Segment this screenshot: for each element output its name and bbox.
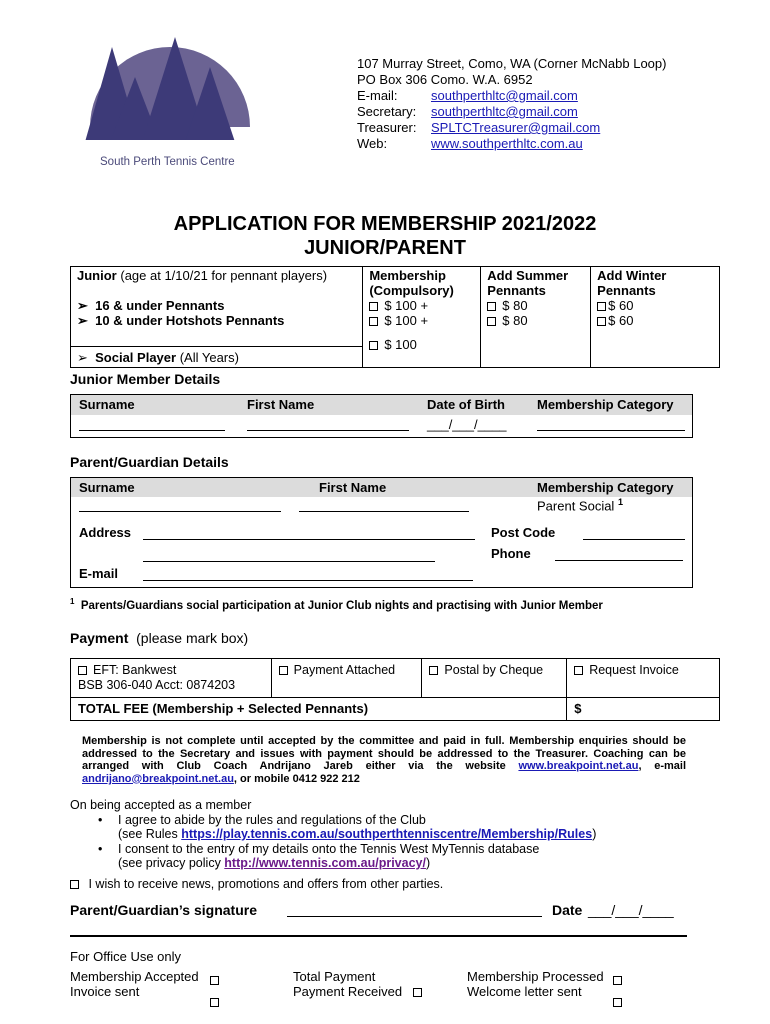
- office-col3: [467, 969, 604, 999]
- signature-field[interactable]: [287, 916, 542, 917]
- address-label: Address: [79, 525, 132, 540]
- checkbox[interactable]: [70, 880, 79, 889]
- membership-col-header: Membership (Compulsory): [369, 268, 454, 298]
- junior-surname-label: Surname: [79, 397, 135, 412]
- phone-label: Phone: [491, 546, 531, 561]
- postcode-field[interactable]: [583, 539, 685, 540]
- date-label: Date: [552, 902, 583, 918]
- footnote: $^1$ Parents/Guardians social participation at Junior Club nights and practising with Junior Member: [70, 597, 603, 612]
- accepted-label: Membership Accepted: [70, 969, 199, 984]
- coach-website-link[interactable]: www.breakpoint.net.au: [518, 760, 639, 773]
- total-payment-label: Total Payment: [293, 969, 376, 984]
- payment-received-label: Payment Received: [293, 984, 428, 999]
- website-link[interactable]: www.southperthltc.com.au: [431, 136, 583, 151]
- terms-intro: On being accepted as a member: [70, 798, 252, 812]
- processed-label: Membership Processed: [467, 969, 604, 984]
- junior-firstname-field[interactable]: [247, 430, 409, 431]
- payment-table: [70, 658, 720, 721]
- form-title: APPLICATION FOR MEMBERSHIP 2021/2022: [173, 213, 597, 235]
- junior-category-label: Membership Category: [537, 397, 674, 412]
- po-box: PO Box 306 Como. W.A. 6952: [357, 72, 533, 87]
- contact-block: [357, 56, 666, 152]
- club-logo: [80, 22, 260, 177]
- checkbox[interactable]: [429, 666, 438, 675]
- privacy-ref: (see privacy policy http://www.tennis.com.au/privacy/): [118, 856, 431, 870]
- divider: [70, 935, 687, 937]
- date-field[interactable]: ___/___/____: [588, 902, 674, 918]
- office-checks1: [210, 971, 225, 1011]
- checkbox[interactable]: [597, 302, 606, 311]
- winter-col: [591, 267, 720, 368]
- rule-item: • I agree to abide by the rules and regulations of the Club: [98, 813, 596, 828]
- payment-heading: Payment (please mark box): [70, 630, 249, 646]
- social-cell: ➢ Social Player (All Years): [71, 347, 363, 368]
- privacy-link[interactable]: http://www.tennis.com.au/privacy/: [224, 856, 426, 870]
- membership-notice: Membership is not complete until accepted by the committee and paid in full. Membership enquiries should be addressed to the Secretary and issues with payment should be addressed to the Treasurer. Coaching can be arranged with Club Coach Andrijano Jareb either via the website www.breakpoint.net.au, e-mail andrijano@breakpoint.net.au, or mobile 0412 922 212: [82, 735, 686, 785]
- eft-details: BSB 306-040 Acct: 0874203: [78, 678, 236, 692]
- social-note: (All Years): [179, 350, 239, 365]
- checkbox[interactable]: [413, 988, 422, 997]
- news-optin[interactable]: I wish to receive news, promotions and offers from other parties.: [70, 877, 596, 892]
- membership-option[interactable]: $ 100 +: [369, 313, 474, 328]
- checkbox[interactable]: [487, 302, 496, 311]
- parent-firstname-label: First Name: [319, 480, 387, 495]
- club-email-link[interactable]: southperthltc@gmail.com: [431, 88, 578, 103]
- membership-option[interactable]: $ 100 +: [369, 298, 474, 313]
- payment-attached-option[interactable]: Payment Attached: [271, 659, 422, 698]
- treasurer-email-link[interactable]: SPLTCTreasurer@gmail.com: [431, 120, 601, 135]
- rules-ref: (see Rules https://play.tennis.com.au/southperthtenniscentre/Membership/Rules): [118, 827, 597, 841]
- total-fee-label: TOTAL FEE (Membership + Selected Pennants): [71, 698, 567, 721]
- checkbox[interactable]: [574, 666, 583, 675]
- winter-option[interactable]: $ 60: [597, 313, 713, 328]
- winter-option[interactable]: $ 60: [597, 298, 713, 313]
- address-field-line1[interactable]: [143, 539, 475, 540]
- parent-category-value: Parent Social $^1$: [537, 497, 623, 514]
- checkbox[interactable]: [279, 666, 288, 675]
- junior-category-field[interactable]: [537, 430, 685, 431]
- form-subtitle: JUNIOR/PARENT: [304, 237, 466, 259]
- parent-email-field[interactable]: [143, 580, 473, 581]
- total-fee-field[interactable]: $: [567, 698, 720, 721]
- parent-details-box: [70, 477, 693, 588]
- trees-logo-icon: [80, 22, 260, 177]
- coach-email-link[interactable]: andrijano@breakpoint.net.au: [82, 772, 234, 785]
- checkbox[interactable]: [369, 341, 378, 350]
- cheque-option[interactable]: Postal by Cheque: [422, 659, 567, 698]
- junior-cell: [71, 267, 363, 347]
- fees-table: [70, 266, 720, 368]
- consent-item: • I consent to the entry of my details onto the Tennis West MyTennis database: [98, 842, 596, 857]
- parent-category-label: Membership Category: [537, 480, 674, 495]
- parent-firstname-field[interactable]: [299, 511, 469, 512]
- winter-col-header: Add Winter Pennants: [597, 268, 667, 298]
- checkbox[interactable]: [487, 317, 496, 326]
- email-label: E-mail:: [357, 88, 398, 103]
- office-col2: [293, 969, 428, 999]
- junior-dob-field[interactable]: ___/___/____: [427, 417, 507, 432]
- junior-note: (age at 1/10/21 for pennant players): [120, 268, 328, 283]
- eft-option[interactable]: EFT: Bankwest BSB 306-040 Acct: 0874203: [71, 659, 272, 698]
- invoice-sent-label: Invoice sent: [70, 984, 140, 999]
- postcode-label: Post Code: [491, 525, 556, 540]
- membership-col: [363, 267, 481, 368]
- junior-details-heading: Junior Member Details: [70, 371, 221, 387]
- junior-surname-field[interactable]: [79, 430, 225, 431]
- junior-label: Junior: [77, 268, 117, 283]
- checkbox[interactable]: [369, 302, 378, 311]
- office-use-heading: For Office Use only: [70, 949, 182, 964]
- logo-text: South Perth Tennis Centre: [100, 156, 235, 168]
- junior-details-box: [70, 394, 693, 438]
- secretary-email-link[interactable]: southperthltc@gmail.com: [431, 104, 578, 119]
- parent-surname-field[interactable]: [79, 511, 281, 512]
- club-address: 107 Murray Street, Como, WA (Corner McNabb Loop): [357, 56, 667, 71]
- checkbox[interactable]: [210, 976, 219, 985]
- checkbox[interactable]: [369, 317, 378, 326]
- treasurer-label: Treasurer:: [357, 120, 417, 135]
- signature-label: Parent/Guardian’s signature: [70, 902, 257, 918]
- email-field-label: E-mail: [79, 566, 119, 581]
- summer-col: [481, 267, 591, 368]
- address-field-line2[interactable]: [143, 561, 435, 562]
- phone-field[interactable]: [555, 560, 683, 561]
- parent-details-heading: Parent/Guardian Details: [70, 454, 229, 470]
- checkbox[interactable]: [78, 666, 87, 675]
- checkbox[interactable]: [210, 998, 219, 1007]
- junior-firstname-label: First Name: [247, 397, 315, 412]
- rules-link[interactable]: https://play.tennis.com.au/southperthtenniscentre/Membership/Rules: [181, 827, 593, 841]
- summer-col-header: Add Summer Pennants: [487, 268, 569, 298]
- web-label: Web:: [357, 136, 388, 151]
- fee-row-label: ➢ 10 & under Hotshots Pennants: [77, 313, 285, 328]
- summer-option[interactable]: $ 80: [487, 313, 584, 328]
- secretary-label: Secretary:: [357, 104, 417, 119]
- social-label: Social Player: [95, 350, 177, 365]
- office-checks3: [613, 971, 628, 1011]
- parent-surname-label: Surname: [79, 480, 135, 495]
- fee-row-label: ➢ 16 & under Pennants: [77, 298, 225, 313]
- checkbox[interactable]: [613, 976, 622, 985]
- terms-block: [70, 798, 596, 891]
- social-option[interactable]: $ 100: [369, 337, 474, 352]
- summer-option[interactable]: $ 80: [487, 298, 584, 313]
- welcome-label: Welcome letter sent: [467, 984, 582, 999]
- junior-dob-label: Date of Birth: [427, 397, 505, 412]
- checkbox[interactable]: [597, 317, 606, 326]
- invoice-option[interactable]: Request Invoice: [567, 659, 720, 698]
- checkbox[interactable]: [613, 998, 622, 1007]
- office-col1: [70, 969, 199, 999]
